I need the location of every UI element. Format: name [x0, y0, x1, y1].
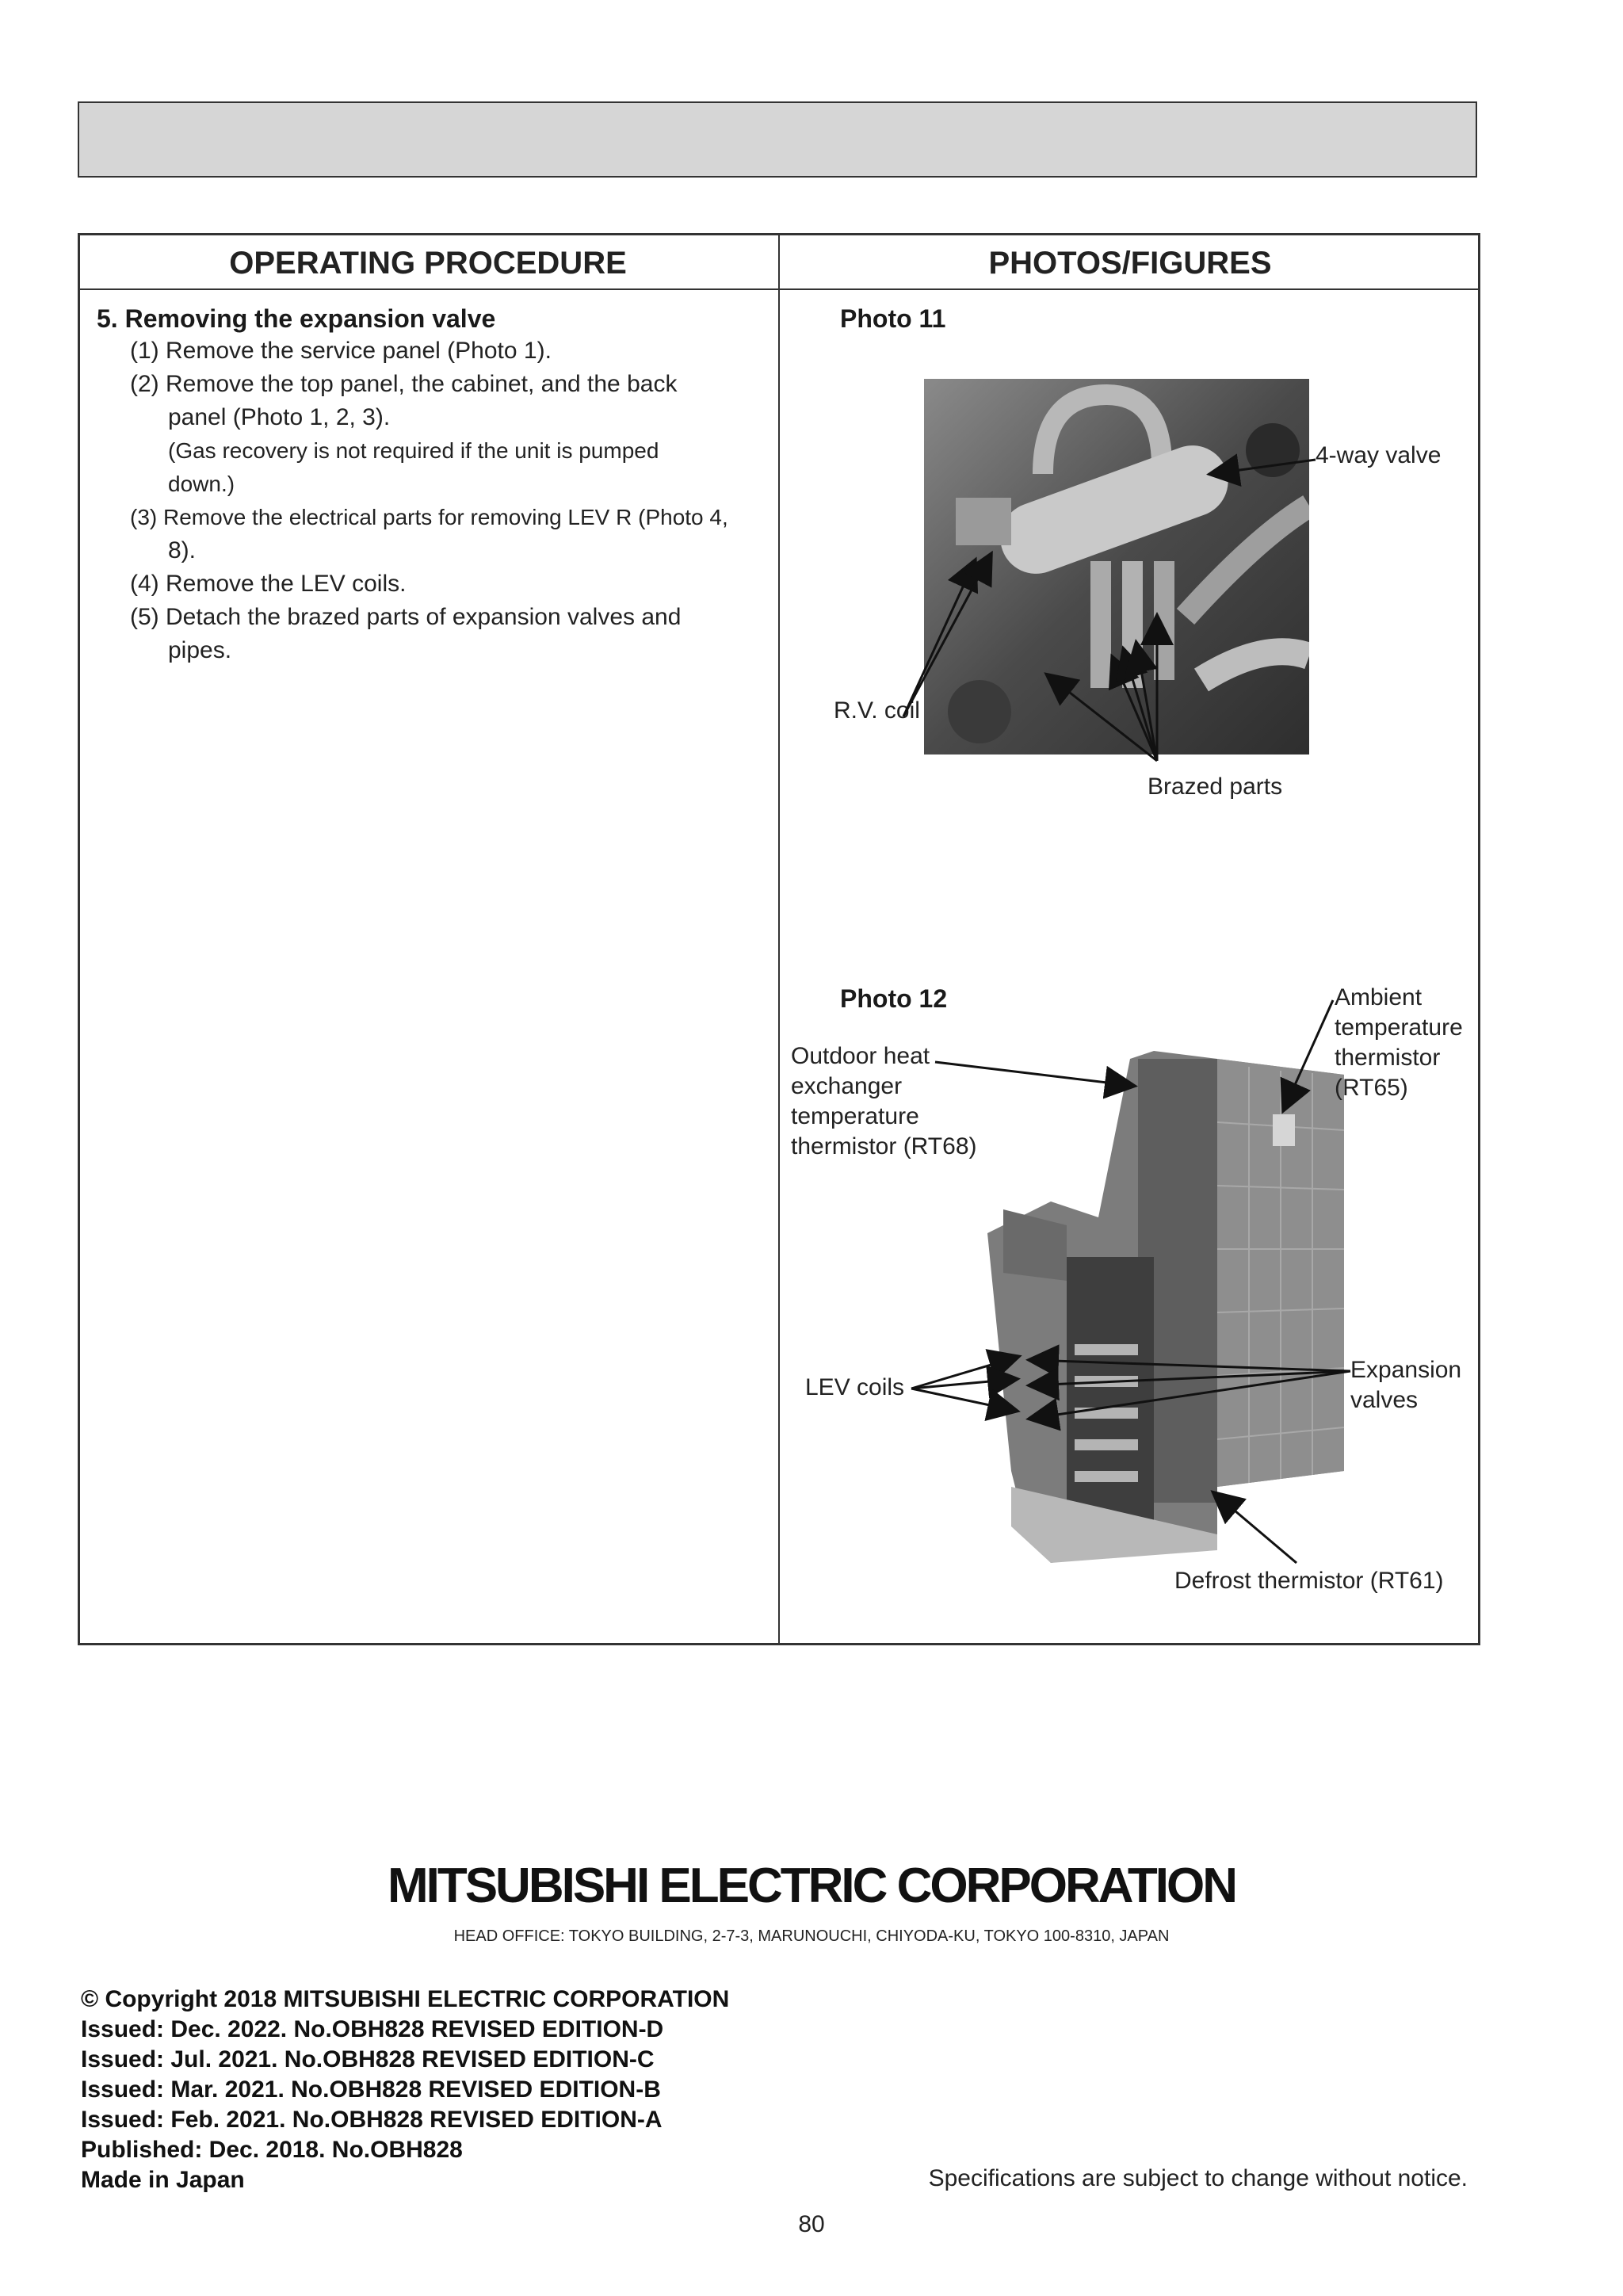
specifications-notice: Specifications are subject to change without notice. — [928, 2165, 1468, 2191]
outdoor-heat-line1: Outdoor heat — [791, 1043, 930, 1069]
step-line: 8). — [168, 537, 197, 563]
step-line: down.) — [168, 472, 235, 496]
procedure-title: 5. Removing the expansion valve — [97, 304, 496, 333]
published-line: Published: Dec. 2018. No.OBH828 — [81, 2137, 463, 2163]
step-line: pipes. — [168, 637, 232, 663]
rv-coil-label: R.V. coil — [834, 696, 920, 726]
step-line: (5) Detach the brazed parts of expansion valves and — [130, 604, 682, 630]
issue-line: Issued: Feb. 2021. No.OBH828 REVISED EDITION-A — [81, 2107, 663, 2133]
step-line: (1) Remove the service panel (Photo 1). — [130, 338, 552, 364]
ambient-line2: temperature — [1335, 1014, 1463, 1041]
ambient-line4: (RT65) — [1335, 1075, 1408, 1101]
defrost-thermistor-label: Defrost thermistor (RT61) — [1174, 1568, 1444, 1594]
brazed-parts-label: Brazed parts — [1148, 774, 1283, 800]
four-way-valve-label: 4-way valve — [1316, 442, 1442, 468]
expansion-line1: Expansion — [1350, 1357, 1462, 1383]
issue-line: Issued: Dec. 2022. No.OBH828 REVISED EDITION-D — [81, 2016, 664, 2042]
copyright-line: © Copyright 2018 MITSUBISHI ELECTRIC CORPORATION — [81, 1986, 730, 2012]
step-line: (3) Remove the electrical parts for removing LEV R (Photo 4, — [130, 505, 728, 529]
step-line: (Gas recovery is not required if the unit is pumped — [168, 438, 659, 463]
step-line: (4) Remove the LEV coils. — [130, 571, 407, 597]
issue-line: Issued: Jul. 2021. No.OBH828 REVISED EDITION-C — [81, 2046, 655, 2073]
made-in-line: Made in Japan — [81, 2167, 245, 2193]
photo12-label: Photo 12 — [840, 984, 948, 1013]
step-line: panel (Photo 1, 2, 3). — [168, 404, 391, 430]
photos-figures-header: PHOTOS/FIGURES — [988, 246, 1272, 281]
operating-procedure-header: OPERATING PROCEDURE — [229, 246, 627, 281]
company-logo: MITSUBISHI ELECTRIC CORPORATION — [387, 1859, 1236, 1913]
step-line: (2) Remove the top panel, the cabinet, and the back — [130, 371, 678, 397]
head-office-address: HEAD OFFICE: TOKYO BUILDING, 2-7-3, MARUNOUCHI, CHIYODA-KU, TOKYO 100-8310, JAPAN — [453, 1927, 1170, 1945]
outdoor-heat-line2: exchanger — [791, 1073, 903, 1099]
outdoor-heat-line3: temperature — [791, 1103, 919, 1129]
ambient-line1: Ambient — [1335, 984, 1423, 1010]
ambient-line3: thermistor — [1335, 1045, 1441, 1071]
page-number: 80 — [798, 2211, 825, 2237]
photo11-label: Photo 11 — [840, 304, 946, 333]
expansion-line2: valves — [1350, 1387, 1419, 1413]
outdoor-heat-line4: thermistor (RT68) — [791, 1133, 977, 1159]
issue-line: Issued: Mar. 2021. No.OBH828 REVISED EDITION-B — [81, 2076, 661, 2103]
lev-coils-label: LEV coils — [805, 1374, 905, 1400]
